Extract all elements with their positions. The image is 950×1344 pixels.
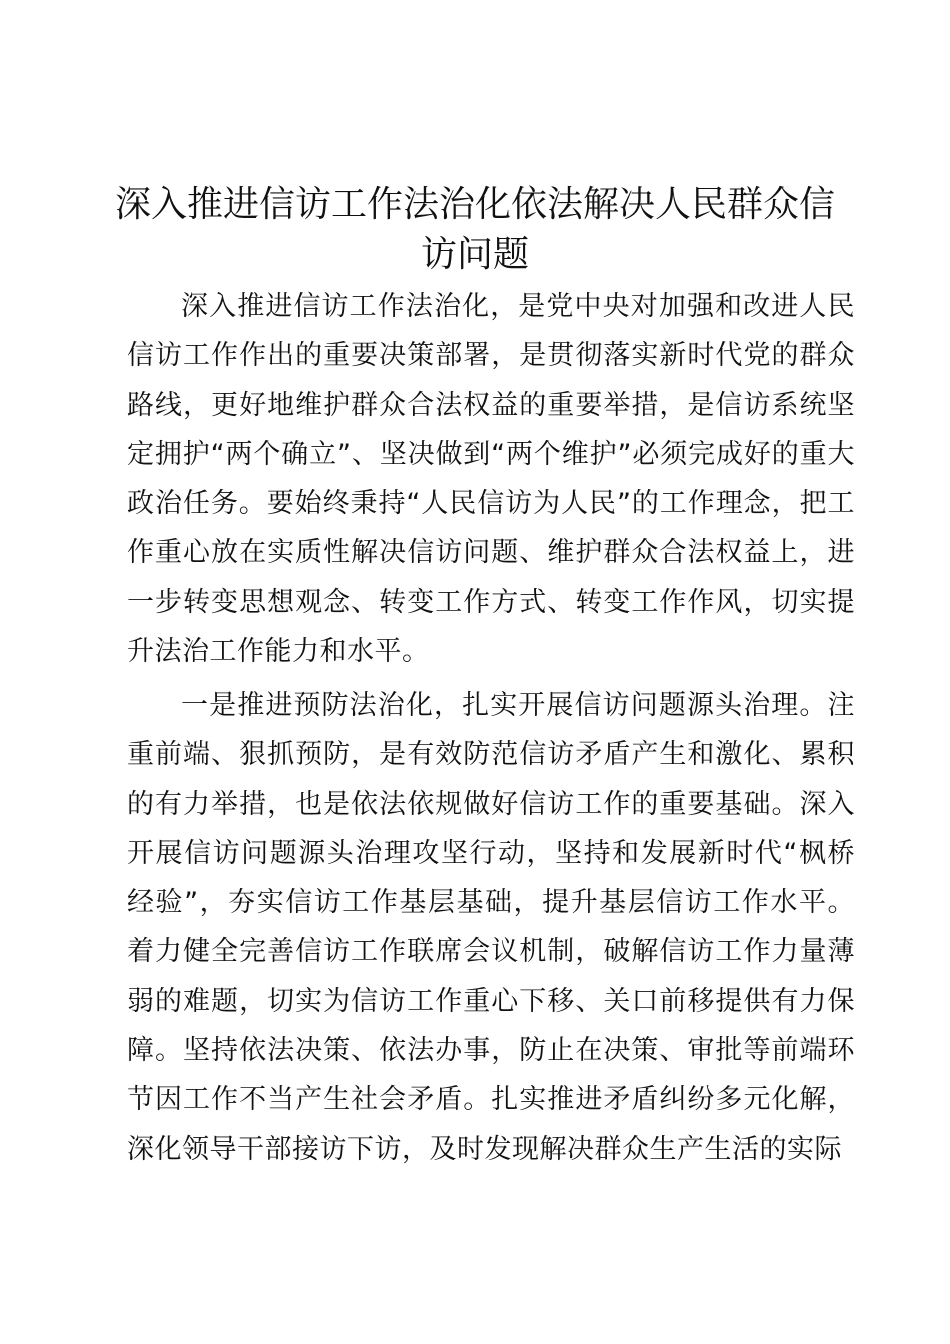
body-paragraph-1: 深入推进信访工作法治化，是党中央对加强和改进人民信访工作作出的重要决策部署，是贯彻落实新时代党的群众路线，更好地维护群众合法权益的重要举措，是信访系统坚定拥护“两个确立”、坚决做到“两个维护”必须完成好的重大政治任务。要始终秉持“人民信访为人民”的工作理念，把工作重心放在实质性解决信访问题、维护群众合法权益上，进一步转变思想观念、转变工作方式、转变工作作风，切实提升法治工作能力和水平。 [127,291,855,668]
document-title: 深入推进信访工作法治化依法解决人民群众信访问题 [114,184,835,275]
body-paragraph-2: 一是推进预防法治化，扎实开展信访问题源头治理。注重前端、狠抓预防，是有效防范信访矛盾产生和激化、累积的有力举措，也是依法依规做好信访工作的重要基础。深入开展信访问题源头治理攻坚行动，坚持和发展新时代“枫桥经验”，夯实信访工作基层基础，提升基层信访工作水平。着力健全完善信访工作联席会议机制，破解信访工作力量薄弱的难题，切实为信访工作重心下移、关口前移提供有力保障。坚持依法决策、依法办事，防止在决策、审批等前端环节因工作不当产生社会矛盾。扎实推进矛盾纠纷多元化解，深化领导干部接访下访，及时发现解决群众生产生活的实际 [127,690,855,1165]
